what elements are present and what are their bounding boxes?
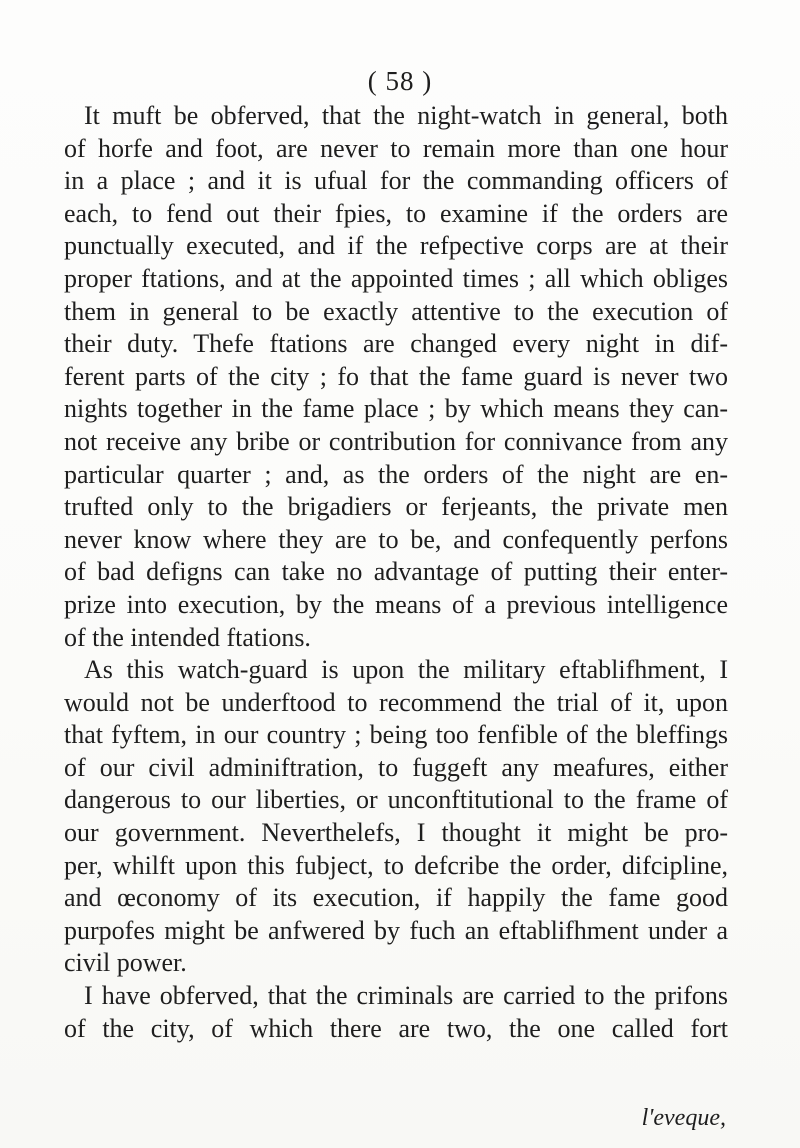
text-line: proper ftations, and at the appointed times ; all which obliges <box>64 263 728 293</box>
text-line: of bad defigns can take no advantage of putting their enter- <box>64 557 728 587</box>
text-line: their duty. Thefe ftations are changed every night in dif- <box>64 329 728 359</box>
text-line: and œconomy of its execution, if happily the fame good <box>64 883 728 913</box>
text-line: that fyftem, in our country ; being too fenfible of the bleffings <box>64 720 728 750</box>
text-line: never know where they are to be, and confequently perfons <box>64 524 728 554</box>
text-line: them in general to be exactly attentive to the execution of <box>64 296 728 326</box>
text-line: per, whilft upon this fubject, to defcribe the order, difcipline, <box>64 850 728 880</box>
text-line: would not be underftood to recommend the trial of it, upon <box>64 687 728 717</box>
text-line: prize into execution, by the means of a previous intelligence <box>64 589 728 619</box>
text-line: I have obferved, that the criminals are carried to the prifons <box>84 981 728 1011</box>
text-line: of the city, of which there are two, the one called fort <box>64 1013 728 1043</box>
text-line: nights together in the fame place ; by which means they can- <box>64 394 728 424</box>
text-line: particular quarter ; and, as the orders of the night are en- <box>64 459 728 489</box>
text-line: dangerous to our liberties, or unconftitutional to the frame of <box>64 785 728 815</box>
text-line: punctually executed, and if the refpective corps are at their <box>64 231 728 261</box>
text-line: of the intended ftations. <box>64 622 311 652</box>
text-line: of our civil adminiftration, to fuggeft any meafures, either <box>64 752 728 782</box>
text-line: ferent parts of the city ; fo that the fame guard is never two <box>64 361 728 391</box>
text-line: our government. Neverthelefs, I thought it might be pro- <box>64 818 728 848</box>
body-text <box>64 100 728 1045</box>
text-line: each, to fend out their fpies, to examine if the orders are <box>64 198 728 228</box>
text-line: of horfe and foot, are never to remain more than one hour <box>64 133 728 163</box>
page-number: ( 58 ) <box>367 66 433 96</box>
text-line: It muft be obferved, that the night-watch in general, both <box>84 101 728 130</box>
catchword: l'eveque, <box>641 1105 726 1131</box>
text-line: As this watch-guard is upon the military eftablifhment, I <box>84 655 728 685</box>
text-line: civil power. <box>64 948 187 978</box>
text-line: not receive any bribe or contribution for connivance from any <box>64 426 728 456</box>
text-line: in a place ; and it is ufual for the commanding officers of <box>64 166 728 196</box>
text-line: trufted only to the brigadiers or ferjeants, the private men <box>64 492 728 522</box>
text-line: purpofes might be anfwered by fuch an eftablifhment under a <box>64 915 728 945</box>
